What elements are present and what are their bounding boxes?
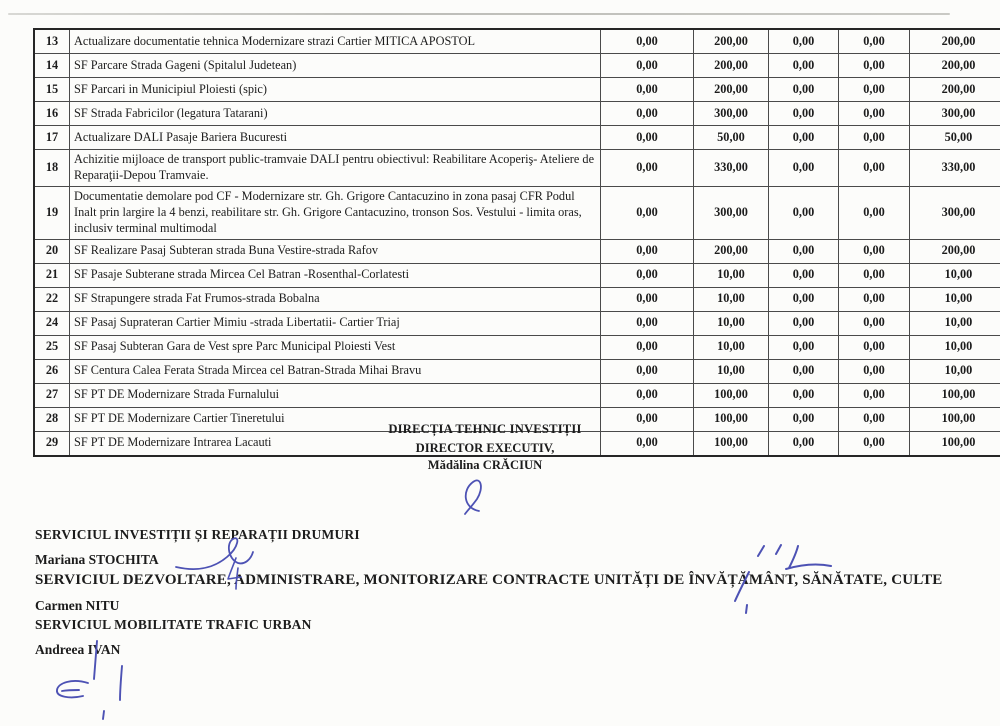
direction-role: DIRECTOR EXECUTIV, xyxy=(415,441,555,455)
row-value: 300,00 xyxy=(694,186,769,239)
row-value: 0,00 xyxy=(839,263,910,287)
row-value: 10,00 xyxy=(910,263,1000,287)
row-value: 0,00 xyxy=(601,407,694,431)
row-number: 20 xyxy=(34,239,70,263)
row-value: 200,00 xyxy=(694,29,769,54)
direction-name: Mădălina CRĂCIUN xyxy=(427,458,543,472)
row-value: 10,00 xyxy=(694,311,769,335)
direction-signature-block xyxy=(335,422,635,473)
row-value: 0,00 xyxy=(839,407,910,431)
row-value: 50,00 xyxy=(910,126,1000,150)
row-value: 0,00 xyxy=(839,78,910,102)
department-person: Carmen NITU xyxy=(35,598,120,613)
row-value: 0,00 xyxy=(601,431,694,456)
row-description: SF Centura Calea Ferata Strada Mircea cel Batran-Strada Mihai Bravu xyxy=(70,359,601,383)
row-value: 0,00 xyxy=(769,263,839,287)
row-value: 100,00 xyxy=(910,407,1000,431)
row-value: 0,00 xyxy=(769,287,839,311)
row-number: 25 xyxy=(34,335,70,359)
row-value: 50,00 xyxy=(694,126,769,150)
row-value: 10,00 xyxy=(694,263,769,287)
row-number: 18 xyxy=(34,150,70,187)
row-value: 0,00 xyxy=(769,54,839,78)
row-description: SF Realizare Pasaj Subteran strada Buna Vestire-strada Rafov xyxy=(70,239,601,263)
investments-table-body xyxy=(34,29,1000,456)
row-description: SF Pasaj Suprateran Cartier Mimiu -strada Libertatii- Cartier Triaj xyxy=(70,311,601,335)
department-title: SERVICIUL MOBILITATE TRAFIC URBAN xyxy=(35,617,312,632)
table-row xyxy=(34,102,1000,126)
row-value: 100,00 xyxy=(694,407,769,431)
row-description: Actualizare documentatie tehnica Modernizare strazi Cartier MITICA APOSTOL xyxy=(70,29,601,54)
row-number: 24 xyxy=(34,311,70,335)
row-description: Actualizare DALI Pasaje Bariera Bucuresti xyxy=(70,126,601,150)
department-roads xyxy=(35,527,360,568)
row-value: 100,00 xyxy=(694,431,769,456)
row-number: 28 xyxy=(34,407,70,431)
row-value: 200,00 xyxy=(910,54,1000,78)
table-row xyxy=(34,186,1000,239)
row-value: 0,00 xyxy=(769,335,839,359)
row-value: 0,00 xyxy=(769,407,839,431)
row-number: 26 xyxy=(34,359,70,383)
direction-department: DIRECȚIA TEHNIC INVESTIȚII xyxy=(388,422,582,436)
table-row xyxy=(34,263,1000,287)
row-value: 330,00 xyxy=(910,150,1000,187)
row-value: 0,00 xyxy=(839,311,910,335)
row-value: 330,00 xyxy=(694,150,769,187)
row-value: 0,00 xyxy=(839,287,910,311)
row-number: 21 xyxy=(34,263,70,287)
row-value: 200,00 xyxy=(694,239,769,263)
row-value: 0,00 xyxy=(839,186,910,239)
row-value: 100,00 xyxy=(910,383,1000,407)
row-value: 0,00 xyxy=(601,150,694,187)
row-description: SF PT DE Modernizare Strada Furnalului xyxy=(70,383,601,407)
row-value: 10,00 xyxy=(910,359,1000,383)
row-value: 10,00 xyxy=(694,335,769,359)
row-value: 0,00 xyxy=(839,54,910,78)
department-title: SERVICIUL INVESTIȚII ȘI REPARAȚII DRUMURI xyxy=(35,527,360,542)
row-value: 0,00 xyxy=(601,359,694,383)
row-number: 13 xyxy=(34,29,70,54)
row-description: SF Pasaje Subterane strada Mircea Cel Batran -Rosenthal-Corlatesti xyxy=(70,263,601,287)
row-value: 200,00 xyxy=(910,29,1000,54)
row-value: 0,00 xyxy=(601,239,694,263)
investments-table xyxy=(33,28,1000,457)
row-value: 0,00 xyxy=(601,335,694,359)
row-value: 0,00 xyxy=(769,29,839,54)
row-value: 100,00 xyxy=(694,383,769,407)
row-value: 200,00 xyxy=(910,78,1000,102)
row-value: 10,00 xyxy=(694,287,769,311)
row-value: 300,00 xyxy=(910,102,1000,126)
signature-craciun xyxy=(465,480,481,514)
row-value: 200,00 xyxy=(694,54,769,78)
row-value: 100,00 xyxy=(910,431,1000,456)
row-value: 0,00 xyxy=(601,78,694,102)
row-number: 22 xyxy=(34,287,70,311)
row-value: 0,00 xyxy=(769,186,839,239)
row-number: 17 xyxy=(34,126,70,150)
row-description: Documentatie demolare pod CF - Modernizare str. Gh. Grigore Cantacuzino in zona pasaj CFR Podul Inalt prin largire la 4 benzi, reabilitare str. Gh. Grigore Cantacuzino, tronson Sos. Vestului - limita oras, inclusiv terminal multimodal xyxy=(70,186,601,239)
row-value: 10,00 xyxy=(694,359,769,383)
row-value: 0,00 xyxy=(839,383,910,407)
row-description: SF PT DE Modernizare Cartier Tineretului xyxy=(70,407,601,431)
row-value: 0,00 xyxy=(839,126,910,150)
table-row xyxy=(34,335,1000,359)
row-value: 0,00 xyxy=(839,29,910,54)
row-description: Achizitie mijloace de transport public-tramvaie DALI pentru obiectivul: Reabilitare Acoperiş- Ateliere de Reparaţii-Depou Tramvaie. xyxy=(70,150,601,187)
table-row xyxy=(34,29,1000,54)
table-row xyxy=(34,78,1000,102)
row-value: 0,00 xyxy=(601,383,694,407)
table-row xyxy=(34,150,1000,187)
row-value: 0,00 xyxy=(769,102,839,126)
row-value: 0,00 xyxy=(769,383,839,407)
row-value: 0,00 xyxy=(601,29,694,54)
row-description: SF Strapungere strada Fat Frumos-strada Bobalna xyxy=(70,287,601,311)
row-value: 0,00 xyxy=(601,126,694,150)
row-value: 0,00 xyxy=(769,311,839,335)
row-value: 300,00 xyxy=(910,186,1000,239)
department-traffic xyxy=(35,617,312,658)
row-description: SF Pasaj Subteran Gara de Vest spre Parc Municipal Ploiesti Vest xyxy=(70,335,601,359)
row-number: 29 xyxy=(34,431,70,456)
row-value: 0,00 xyxy=(769,431,839,456)
row-description: SF Parcare Strada Gageni (Spitalul Judetean) xyxy=(70,54,601,78)
department-title: SERVICIUL DEZVOLTARE, ADMINISTRARE, MONITORIZARE CONTRACTE UNITĂȚI DE ÎNVĂȚĂMÂNT, SĂNĂTATE, CULTE xyxy=(35,572,943,588)
row-value: 200,00 xyxy=(910,239,1000,263)
table-row xyxy=(34,287,1000,311)
row-value: 0,00 xyxy=(839,150,910,187)
row-value: 0,00 xyxy=(839,239,910,263)
row-number: 14 xyxy=(34,54,70,78)
row-value: 0,00 xyxy=(839,335,910,359)
table-row xyxy=(34,54,1000,78)
row-value: 0,00 xyxy=(769,359,839,383)
row-number: 19 xyxy=(34,186,70,239)
row-value: 0,00 xyxy=(769,150,839,187)
row-number: 15 xyxy=(34,78,70,102)
row-description: SF Strada Fabricilor (legatura Tatarani) xyxy=(70,102,601,126)
row-value: 0,00 xyxy=(601,287,694,311)
row-value: 200,00 xyxy=(694,78,769,102)
row-value: 0,00 xyxy=(769,239,839,263)
row-value: 0,00 xyxy=(601,263,694,287)
row-value: 0,00 xyxy=(601,186,694,239)
row-description: SF PT DE Modernizare Intrarea Lacauti xyxy=(70,431,601,456)
investments-table-wrapper xyxy=(33,28,976,457)
row-value: 0,00 xyxy=(601,311,694,335)
row-description: SF Parcari in Municipiul Ploiesti (spic) xyxy=(70,78,601,102)
table-row xyxy=(34,359,1000,383)
row-value: 300,00 xyxy=(694,102,769,126)
row-number: 16 xyxy=(34,102,70,126)
table-row xyxy=(34,383,1000,407)
row-value: 10,00 xyxy=(910,311,1000,335)
department-person: Mariana STOCHITA xyxy=(35,552,159,567)
row-value: 0,00 xyxy=(601,54,694,78)
row-value: 0,00 xyxy=(769,126,839,150)
row-value: 0,00 xyxy=(839,359,910,383)
row-value: 10,00 xyxy=(910,287,1000,311)
department-development xyxy=(35,572,943,614)
scan-artifact-line xyxy=(8,13,950,15)
row-number: 27 xyxy=(34,383,70,407)
row-value: 0,00 xyxy=(601,102,694,126)
row-value: 10,00 xyxy=(910,335,1000,359)
row-value: 0,00 xyxy=(839,431,910,456)
row-value: 0,00 xyxy=(769,78,839,102)
table-row xyxy=(34,126,1000,150)
department-person: Andreea IVAN xyxy=(35,642,121,657)
row-value: 0,00 xyxy=(839,102,910,126)
table-row xyxy=(34,311,1000,335)
table-row xyxy=(34,239,1000,263)
